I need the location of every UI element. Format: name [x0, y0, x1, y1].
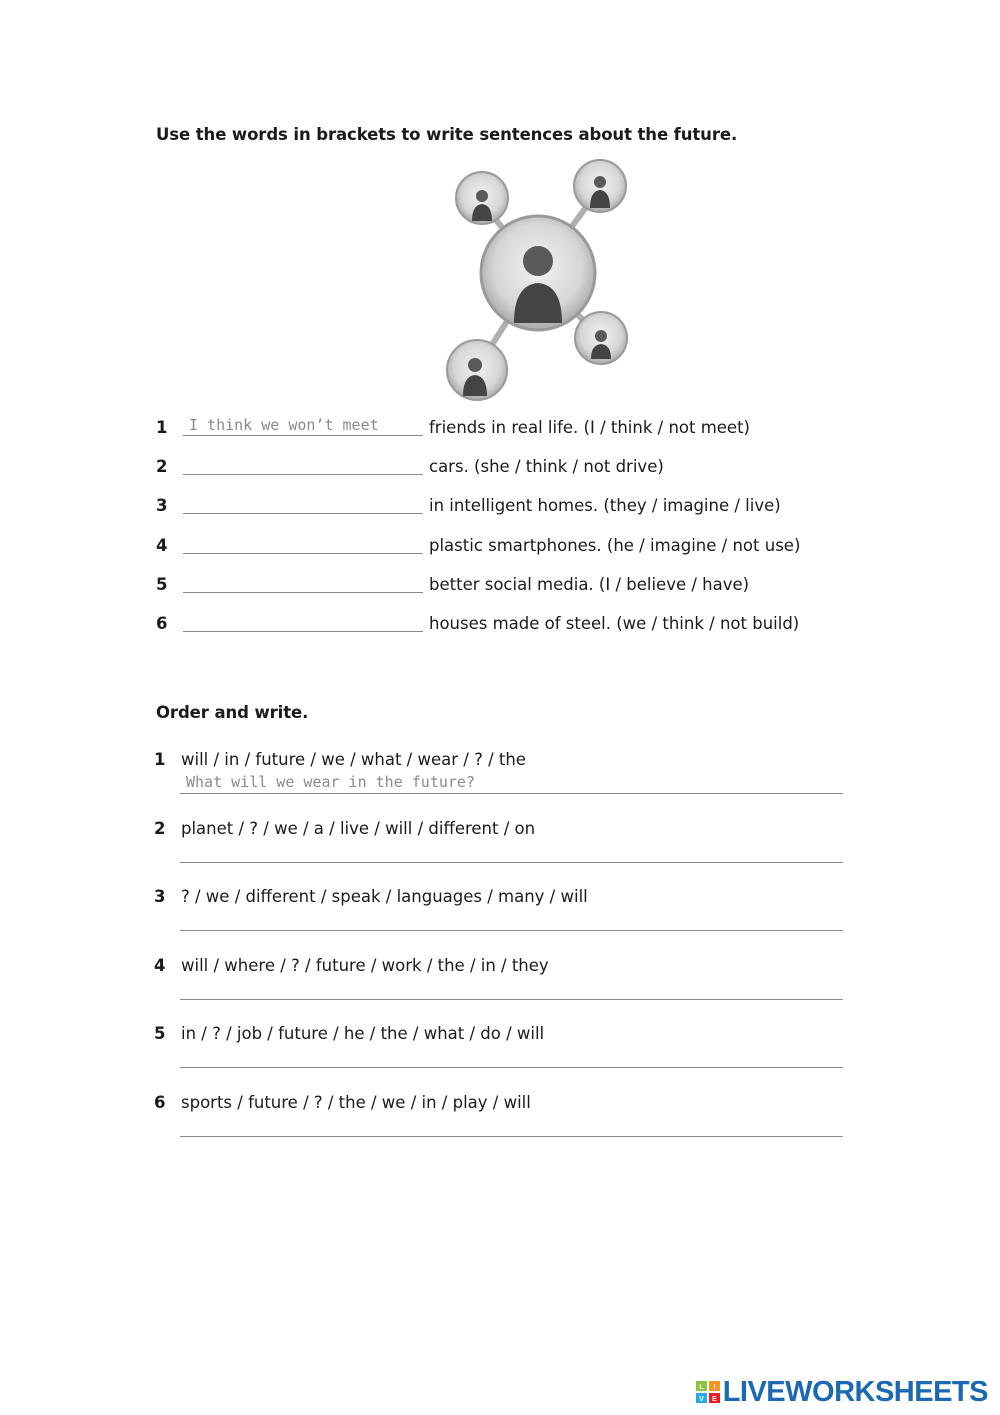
- item-number: 5: [156, 575, 168, 594]
- exercise2-item: [154, 819, 854, 879]
- sentence-text: plastic smartphones. (he / imagine / not use): [429, 536, 801, 555]
- item-number: 4: [154, 956, 166, 975]
- sentence-text: cars. (she / think / not drive): [429, 457, 664, 476]
- answer-blank[interactable]: [183, 414, 423, 436]
- answer-blank[interactable]: [183, 492, 423, 514]
- exercise1-instruction: Use the words in brackets to write sentences about the future.: [156, 125, 738, 144]
- social-network-icon: [440, 158, 640, 408]
- sentence-text: houses made of steel. (we / think / not build): [429, 614, 800, 633]
- liveworksheets-logo-icon: [696, 1381, 720, 1403]
- word-prompt: will / where / ? / future / work / the / in / they: [181, 956, 549, 975]
- word-prompt: will / in / future / we / what / wear / ? / the: [181, 750, 526, 769]
- exercise1-item: [156, 453, 856, 479]
- svg-text:L: L: [699, 1384, 704, 1391]
- exercise2-item: [154, 1093, 854, 1153]
- item-number: 3: [156, 496, 168, 515]
- exercise2-item: [154, 750, 854, 810]
- word-prompt: planet / ? / we / a / live / will / different / on: [181, 819, 536, 838]
- item-number: 3: [154, 887, 166, 906]
- svg-text:V: V: [698, 1396, 704, 1403]
- answer-blank[interactable]: [183, 571, 423, 593]
- answer-line[interactable]: [180, 1044, 843, 1068]
- item-number: 1: [156, 418, 168, 437]
- answer-blank[interactable]: [183, 453, 423, 475]
- exercise2-item: [154, 1024, 854, 1084]
- exercise1-item: [156, 532, 856, 558]
- answer-blank[interactable]: [183, 532, 423, 554]
- liveworksheets-brand[interactable]: LIVEWORKSHEETS: [722, 1375, 988, 1408]
- sentence-text: better social media. (I / believe / have): [429, 575, 750, 594]
- word-prompt: ? / we / different / speak / languages / many / will: [181, 887, 588, 906]
- item-number: 6: [154, 1093, 166, 1112]
- answer-line[interactable]: [180, 1113, 843, 1137]
- word-prompt: in / ? / job / future / he / the / what / do / will: [181, 1024, 545, 1043]
- answer-line[interactable]: [180, 839, 843, 863]
- answer-blank[interactable]: [183, 610, 423, 632]
- svg-text:I: I: [713, 1384, 716, 1391]
- item-number: 2: [154, 819, 166, 838]
- exercise1-item: [156, 414, 856, 440]
- answer-line[interactable]: [180, 770, 843, 794]
- item-number: 1: [154, 750, 166, 769]
- exercise1-item: [156, 492, 856, 518]
- item-number: 6: [156, 614, 168, 633]
- liveworksheets-footer: [696, 1377, 988, 1407]
- exercise2-instruction: Order and write.: [156, 703, 309, 722]
- exercise2-item: [154, 956, 854, 1016]
- exercise1-item: [156, 610, 856, 636]
- exercise2-item: [154, 887, 854, 947]
- word-prompt: sports / future / ? / the / we / in / play / will: [181, 1093, 531, 1112]
- exercise1-item: [156, 571, 856, 597]
- item-number: 5: [154, 1024, 166, 1043]
- item-number: 4: [156, 536, 168, 555]
- sentence-text: friends in real life. (I / think / not meet): [429, 418, 750, 437]
- answer-line[interactable]: [180, 976, 843, 1000]
- sentence-text: in intelligent homes. (they / imagine / live): [429, 496, 781, 515]
- item-number: 2: [156, 457, 168, 476]
- answer-line[interactable]: [180, 907, 843, 931]
- svg-text:E: E: [711, 1396, 717, 1403]
